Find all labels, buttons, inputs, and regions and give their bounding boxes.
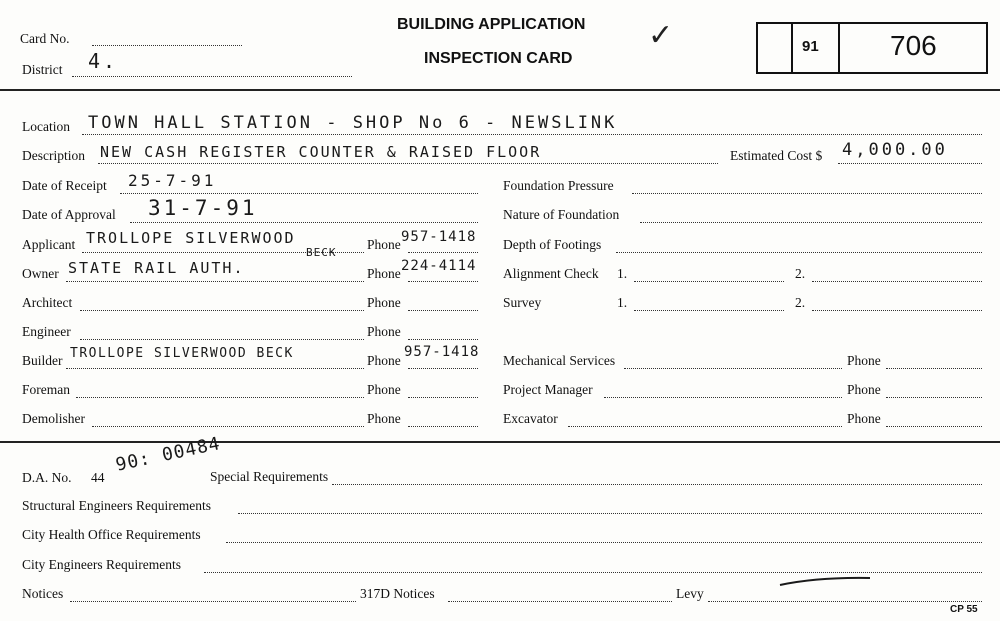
nature-of-foundation-label: Nature of Foundation: [503, 207, 620, 222]
levy-dash-mark: [778, 574, 874, 588]
special-requirements-line: [332, 484, 982, 485]
description-value: NEW CASH REGISTER COUNTER & RAISED FLOOR: [100, 143, 542, 161]
alignment-check-1-line: [634, 281, 784, 282]
location-label: Location: [22, 119, 70, 134]
mechanical-services-label: Mechanical Services: [503, 353, 616, 368]
requirements-divider: [0, 441, 1000, 443]
applicant-label: Applicant: [22, 237, 76, 252]
owner-value: STATE RAIL AUTH.: [68, 259, 245, 277]
survey-2-line: [812, 310, 982, 311]
excavator-label: Excavator: [503, 411, 558, 426]
foreman-phone-label: Phone: [367, 382, 401, 397]
mechanical-services-line: [624, 368, 842, 369]
foundation-pressure-line: [632, 193, 982, 194]
engineer-line: [80, 339, 364, 340]
form-title-line2: INSPECTION CARD: [424, 50, 573, 67]
alignment-check-2-line: [812, 281, 982, 282]
demolisher-phone-line: [408, 426, 478, 427]
notices-317d-label: 317D Notices: [360, 586, 435, 601]
card-no-line: [92, 45, 242, 46]
architect-line: [80, 310, 364, 311]
survey-1-line: [634, 310, 784, 311]
foundation-pressure-label: Foundation Pressure: [503, 178, 614, 193]
city-health-office-line: [226, 542, 982, 543]
city-engineers-label: City Engineers Requirements: [22, 557, 181, 572]
survey-2: 2.: [795, 295, 806, 310]
applicant-value: TROLLOPE SILVERWOOD: [86, 229, 296, 247]
special-requirements-label: Special Requirements: [210, 469, 329, 484]
estimated-cost-value: 4,000.00: [842, 140, 948, 160]
notices-317d-line: [448, 601, 672, 602]
owner-label: Owner: [22, 266, 59, 281]
structural-engineers-line: [238, 513, 982, 514]
demolisher-label: Demolisher: [22, 411, 85, 426]
depth-of-footings-label: Depth of Footings: [503, 237, 602, 252]
form-code: CP 55: [950, 604, 978, 615]
project-manager-line: [604, 397, 842, 398]
form-title-line1: BUILDING APPLICATION: [397, 16, 586, 33]
levy-line: [708, 601, 982, 602]
date-of-receipt-label: Date of Receipt: [22, 178, 107, 193]
date-of-receipt-line: [120, 193, 478, 194]
da-no-label: D.A. No.: [22, 470, 72, 485]
owner-phone-line: [408, 281, 478, 282]
box-card-number: 706: [890, 30, 937, 61]
district-line: [72, 76, 352, 77]
levy-label: Levy: [676, 586, 704, 601]
mechanical-services-phone-line: [886, 368, 982, 369]
depth-of-footings-line: [616, 252, 982, 253]
project-manager-phone-label: Phone: [847, 382, 881, 397]
notices-label: Notices: [22, 586, 64, 601]
nature-of-foundation-line: [640, 222, 982, 223]
location-value: TOWN HALL STATION - SHOP No 6 - NEWSLINK: [88, 113, 618, 133]
mechanical-services-phone-label: Phone: [847, 353, 881, 368]
architect-phone-label: Phone: [367, 295, 401, 310]
engineer-phone-line: [408, 339, 478, 340]
structural-engineers-label: Structural Engineers Requirements: [22, 498, 211, 513]
owner-phone: 224-4114: [401, 258, 477, 274]
notices-line: [70, 601, 356, 602]
alignment-check-2: 2.: [795, 266, 806, 281]
owner-phone-label: Phone: [367, 266, 401, 281]
builder-value: TROLLOPE SILVERWOOD BECK: [70, 346, 294, 361]
builder-label: Builder: [22, 353, 63, 368]
box-district-code: 91: [802, 38, 819, 55]
project-manager-label: Project Manager: [503, 382, 593, 397]
description-label: Description: [22, 148, 85, 163]
header-divider: [0, 89, 1000, 91]
applicant-phone: 957-1418: [401, 229, 477, 245]
foreman-phone-line: [408, 397, 478, 398]
date-of-approval-value: 31-7-91: [148, 196, 258, 220]
excavator-phone-line: [886, 426, 982, 427]
architect-phone-line: [408, 310, 478, 311]
engineer-phone-label: Phone: [367, 324, 401, 339]
estimated-cost-label: Estimated Cost $: [730, 148, 823, 163]
estimated-cost-line: [838, 163, 982, 164]
card-no-label: Card No.: [20, 31, 70, 46]
date-of-approval-line: [130, 222, 478, 223]
demolisher-phone-label: Phone: [367, 411, 401, 426]
owner-line: [66, 281, 364, 282]
foreman-line: [76, 397, 364, 398]
excavator-phone-label: Phone: [847, 411, 881, 426]
builder-phone: 957-1418: [404, 344, 480, 360]
description-line: [98, 163, 718, 164]
location-line: [82, 134, 982, 135]
date-of-receipt-value: 25-7-91: [128, 171, 217, 190]
city-engineers-line: [204, 572, 982, 573]
applicant-phone-label: Phone: [367, 237, 401, 252]
applicant-value-2: BECK: [306, 246, 337, 259]
da-number-value: 90: 00484: [113, 433, 223, 476]
project-manager-phone-line: [886, 397, 982, 398]
applicant-phone-line: [408, 252, 478, 253]
architect-label: Architect: [22, 295, 73, 310]
city-health-office-label: City Health Office Requirements: [22, 527, 201, 542]
foreman-label: Foreman: [22, 382, 70, 397]
da-prefix: 44: [91, 470, 105, 485]
checkmark-icon: ✓: [648, 18, 674, 53]
engineer-label: Engineer: [22, 324, 71, 339]
date-of-approval-label: Date of Approval: [22, 207, 116, 222]
alignment-check-label: Alignment Check: [503, 266, 599, 281]
builder-phone-label: Phone: [367, 353, 401, 368]
excavator-line: [568, 426, 842, 427]
district-label: District: [22, 62, 63, 77]
district-value: 4.: [88, 49, 119, 73]
survey-1: 1.: [617, 295, 628, 310]
builder-phone-line: [408, 368, 478, 369]
card-number-box: [756, 22, 988, 74]
demolisher-line: [92, 426, 364, 427]
builder-line: [66, 368, 364, 369]
survey-label: Survey: [503, 295, 542, 310]
alignment-check-1: 1.: [617, 266, 628, 281]
